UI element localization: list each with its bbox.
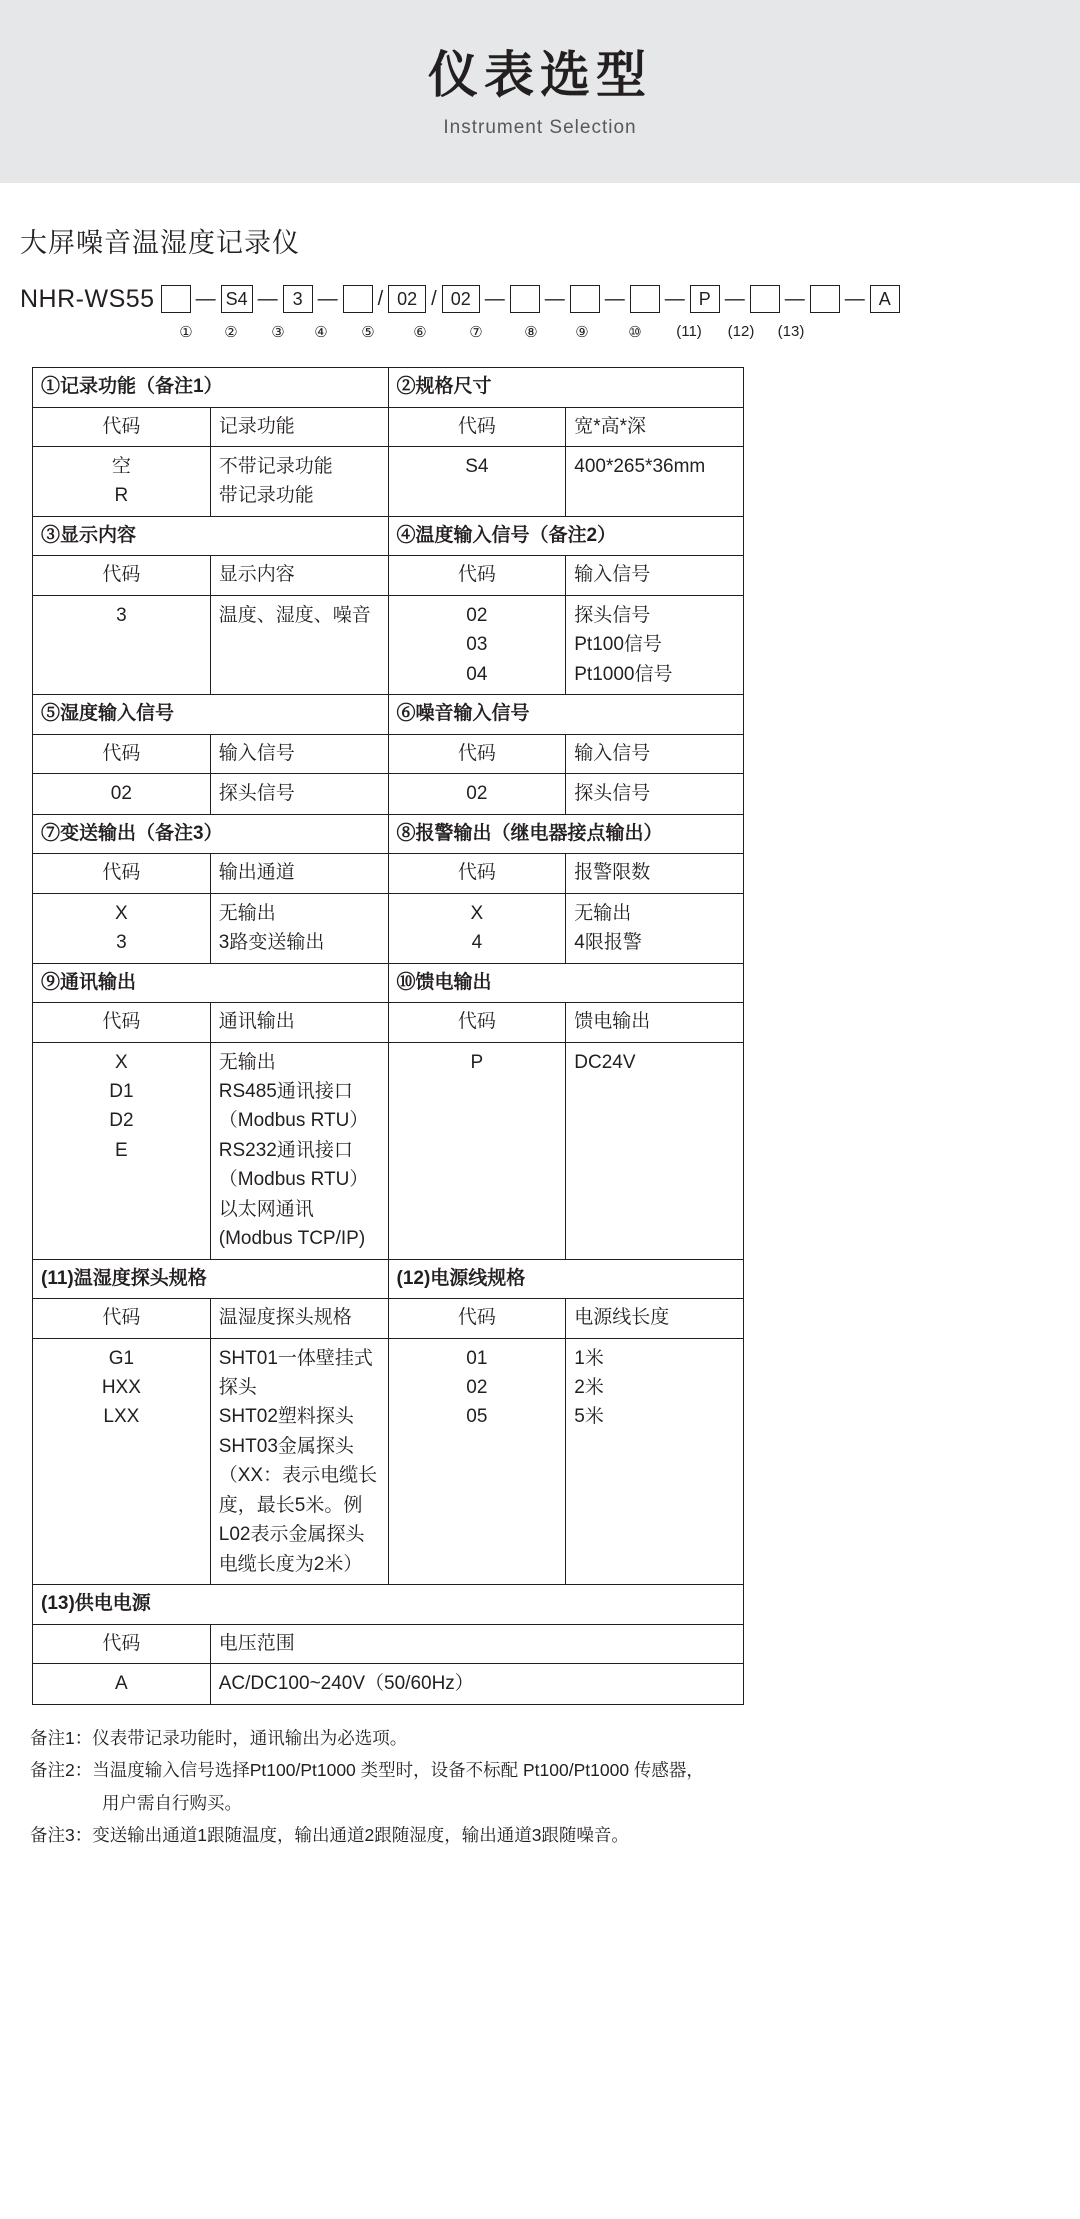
value-cell: SHT03金属探头 [218,1435,354,1457]
code-cell: D2 [109,1110,134,1132]
separator-1: — [195,287,216,310]
separator-10: — [724,287,745,310]
col-header-code-10: 代码 [388,1003,566,1043]
value-cell: 温度、湿度、噪音 [218,604,371,626]
slot-index-5: ⑤ [361,324,375,341]
code-cell: S4 [465,456,489,477]
section-title-2: ②规格尺寸 [388,368,744,408]
table-row [33,1624,744,1664]
section-title-12: (12)电源线规格 [388,1259,744,1299]
separator-11: — [784,287,805,310]
slot-index-9: ⑨ [575,324,589,341]
slot-index-8: ⑧ [524,324,538,341]
table-row [33,1003,744,1043]
product-name: 大屏噪音温湿度记录仪 [20,228,300,258]
model-slot-5[interactable]: 02 [388,285,426,313]
col-header-code-3: 代码 [33,556,211,596]
slot-index-12: (12) [727,323,755,340]
table-row [33,595,744,694]
slot-index-3: ③ [271,324,285,341]
values-5 [210,774,388,814]
value-cell: DC24V [574,1051,636,1073]
code-cell: LXX [103,1406,140,1428]
value-cell: 无输出 [218,1051,276,1073]
values-4 [566,595,744,694]
values-7 [210,893,388,963]
value-cell: 3路变送输出 [218,932,325,954]
col-header-code-13: 代码 [33,1624,211,1664]
code-cell: 02 [466,604,488,626]
values-3 [210,595,388,694]
code-cell: X [115,1051,128,1073]
table-row [33,734,744,774]
col-header-value-2: 宽*高*深 [566,407,744,447]
codes-5 [33,774,211,814]
col-header-value-12: 电源线长度 [566,1299,744,1339]
value-cell: SHT01一体壁挂式探头 [218,1347,373,1398]
codes-7 [33,893,211,963]
section-title-7: ⑦变送输出（备注3） [33,814,389,854]
value-cell: 探头信号 [574,604,651,626]
value-cell: Pt100信号 [574,634,662,656]
model-slot-13[interactable]: A [870,285,900,313]
value-cell: 带记录功能 [218,485,314,507]
codes-1 [33,447,211,517]
col-header-code-12: 代码 [388,1299,566,1339]
code-cell: A [115,1673,128,1695]
code-cell: 02 [466,783,488,805]
table-row [33,774,744,814]
col-header-value-9: 通讯输出 [210,1003,388,1043]
col-header-value-5: 输入信号 [210,734,388,774]
col-header-value-6: 输入信号 [566,734,744,774]
value-cell: 以太网通讯(Modbus TCP/IP) [218,1198,366,1250]
code-cell: G1 [108,1347,135,1369]
code-cell: 04 [466,663,488,685]
col-header-value-1: 记录功能 [210,407,388,447]
col-header-code-4: 代码 [388,556,566,596]
table-row [33,368,744,408]
values-8 [566,893,744,963]
code-cell: 空 [111,456,131,477]
codes-13 [33,1664,211,1704]
slot-index-4: ④ [314,324,328,341]
model-slot-4[interactable] [343,285,373,313]
col-header-code-11: 代码 [33,1299,211,1339]
values-12 [566,1338,744,1585]
code-cell: D1 [109,1080,134,1102]
value-cell: 无输出 [218,902,276,924]
table-row [33,1338,744,1585]
model-slot-6[interactable]: 02 [442,285,480,313]
model-slot-11[interactable] [750,285,780,313]
code-cell: 3 [116,932,127,954]
codes-4 [388,595,566,694]
value-cell: 1米 [574,1347,604,1369]
section-title-9: ⑨通讯输出 [33,963,389,1003]
col-header-value-10: 馈电输出 [566,1003,744,1043]
section-title-10: ⑩馈电输出 [388,963,744,1003]
section-title-13: (13)供电电源 [33,1585,744,1625]
spec-table-wrap [28,367,1060,1705]
code-cell: X [470,902,484,924]
codes-9 [33,1042,211,1259]
table-row [33,1585,744,1625]
model-slot-10[interactable]: P [690,285,720,313]
value-cell: 400*265*36mm [574,456,706,477]
codes-6 [388,774,566,814]
code-cell: 02 [466,1377,488,1398]
code-cell: 4 [471,932,483,954]
table-row [33,447,744,517]
value-cell: 无输出 [574,902,632,924]
table-row [33,1299,744,1339]
separator-8: — [604,287,625,310]
table-row [33,963,744,1003]
separator-6: — [484,287,505,310]
page-subtitle: Instrument Selection [443,116,637,138]
value-cell: 探头信号 [574,783,651,805]
page-title: 仪表选型 [428,46,652,103]
separator-9: — [664,287,685,310]
value-cell: 2米 [574,1377,604,1398]
section-title-11: (11)温湿度探头规格 [33,1259,389,1299]
slot-index-1: ① [179,324,193,341]
slot-index-2: ② [224,324,238,341]
section-title-1: ①记录功能（备注1） [33,368,389,408]
code-cell: X [115,902,128,924]
code-cell: 05 [466,1406,488,1428]
notes-block [30,1723,1080,1852]
value-cell: 不带记录功能 [218,456,333,477]
slot-index-13: (13) [777,323,805,340]
codes-8 [388,893,566,963]
code-cell: 02 [110,783,132,805]
model-code-builder [20,282,1080,341]
table-row [33,516,744,556]
values-2 [566,447,744,517]
col-header-value-3: 显示内容 [210,556,388,596]
note-1: 备注1：仪表带记录功能时，通讯输出为必选项。 [30,1727,408,1748]
code-cell: 01 [466,1347,488,1369]
table-row [33,695,744,735]
table-row [33,814,744,854]
value-cell: （XX：表示电缆长度，最长5米。例L02表示金属探头电缆长度为2米） [218,1465,378,1575]
model-slot-2[interactable]: S4 [221,285,253,313]
section-title-3: ③显示内容 [33,516,389,556]
note-3: 备注3：变送输出通道1跟随温度，输出通道2跟随湿度，输出通道3跟随噪音。 [30,1825,629,1846]
separator-5: / [431,287,437,310]
table-row [33,407,744,447]
note-2-cont: 用户需自行购买。 [102,1792,242,1813]
value-cell: RS485通讯接口（Modbus RTU） [218,1080,369,1132]
note-2: 备注2：当温度输入信号选择Pt100/Pt1000 类型时，设备不标配 Pt100/Pt1000 传感器， [30,1760,704,1781]
model-slot-1[interactable] [161,285,191,313]
model-slot-7[interactable] [510,285,540,313]
col-header-value-13: 电压范围 [210,1624,743,1664]
section-title-5: ⑤湿度输入信号 [33,695,389,735]
codes-3 [33,595,211,694]
section-title-4: ④温度输入信号（备注2） [388,516,744,556]
value-cell: SHT02塑料探头 [218,1406,354,1428]
value-cell: 5米 [574,1406,604,1428]
col-header-code-8: 代码 [388,854,566,894]
separator-7: — [544,287,565,310]
col-header-value-8: 报警限数 [566,854,744,894]
separator-3: — [317,287,338,310]
col-header-value-11: 温湿度探头规格 [210,1299,388,1339]
code-cell: HXX [101,1377,141,1398]
values-11 [210,1338,388,1585]
slot-index-10: ⑩ [628,324,642,341]
code-cell: 03 [466,634,488,656]
model-slot-index-row [20,323,1080,341]
codes-10 [388,1042,566,1259]
value-cell: Pt1000信号 [574,663,673,685]
model-slot-9[interactable] [630,285,660,313]
codes-2 [388,447,566,517]
model-slot-8[interactable] [570,285,600,313]
slot-index-7: ⑦ [469,324,483,341]
separator-2: — [257,287,278,310]
page-header [0,0,1080,183]
model-slot-3[interactable]: 3 [283,285,313,313]
codes-11 [33,1338,211,1585]
section-title-6: ⑥噪音输入信号 [388,695,744,735]
table-row [33,893,744,963]
code-cell: P [470,1051,484,1073]
col-header-code-2: 代码 [388,407,566,447]
table-row [33,556,744,596]
table-row [33,854,744,894]
table-row [33,1259,744,1299]
model-code-row [20,282,1080,316]
value-cell: RS232通讯接口（Modbus RTU） [218,1139,369,1191]
values-13 [210,1664,743,1704]
col-header-code-6: 代码 [388,734,566,774]
code-cell: 3 [116,604,127,626]
model-slot-12[interactable] [810,285,840,313]
model-prefix: NHR-WS55 [20,284,155,313]
col-header-code-9: 代码 [33,1003,211,1043]
section-title-8: ⑧报警输出（继电器接点输出） [388,814,744,854]
col-header-code-5: 代码 [33,734,211,774]
values-1 [210,447,388,517]
value-cell: 4限报警 [574,932,642,954]
values-9 [210,1042,388,1259]
table-row [33,1664,744,1704]
col-header-value-4: 输入信号 [566,556,744,596]
slot-index-11: (11) [676,323,702,340]
code-cell: E [115,1139,128,1161]
separator-4: / [377,287,384,310]
spec-table [32,367,744,1705]
table-row [33,1042,744,1259]
col-header-value-7: 输出通道 [210,854,388,894]
codes-12 [388,1338,566,1585]
separator-12: — [844,287,865,310]
code-cell: R [114,485,129,507]
col-header-code-7: 代码 [33,854,211,894]
col-header-code-1: 代码 [33,407,211,447]
value-cell: AC/DC100~240V（50/60Hz） [218,1673,474,1695]
slot-index-6: ⑥ [413,324,427,341]
values-10 [566,1042,744,1259]
values-6 [566,774,744,814]
value-cell: 探头信号 [218,783,295,805]
